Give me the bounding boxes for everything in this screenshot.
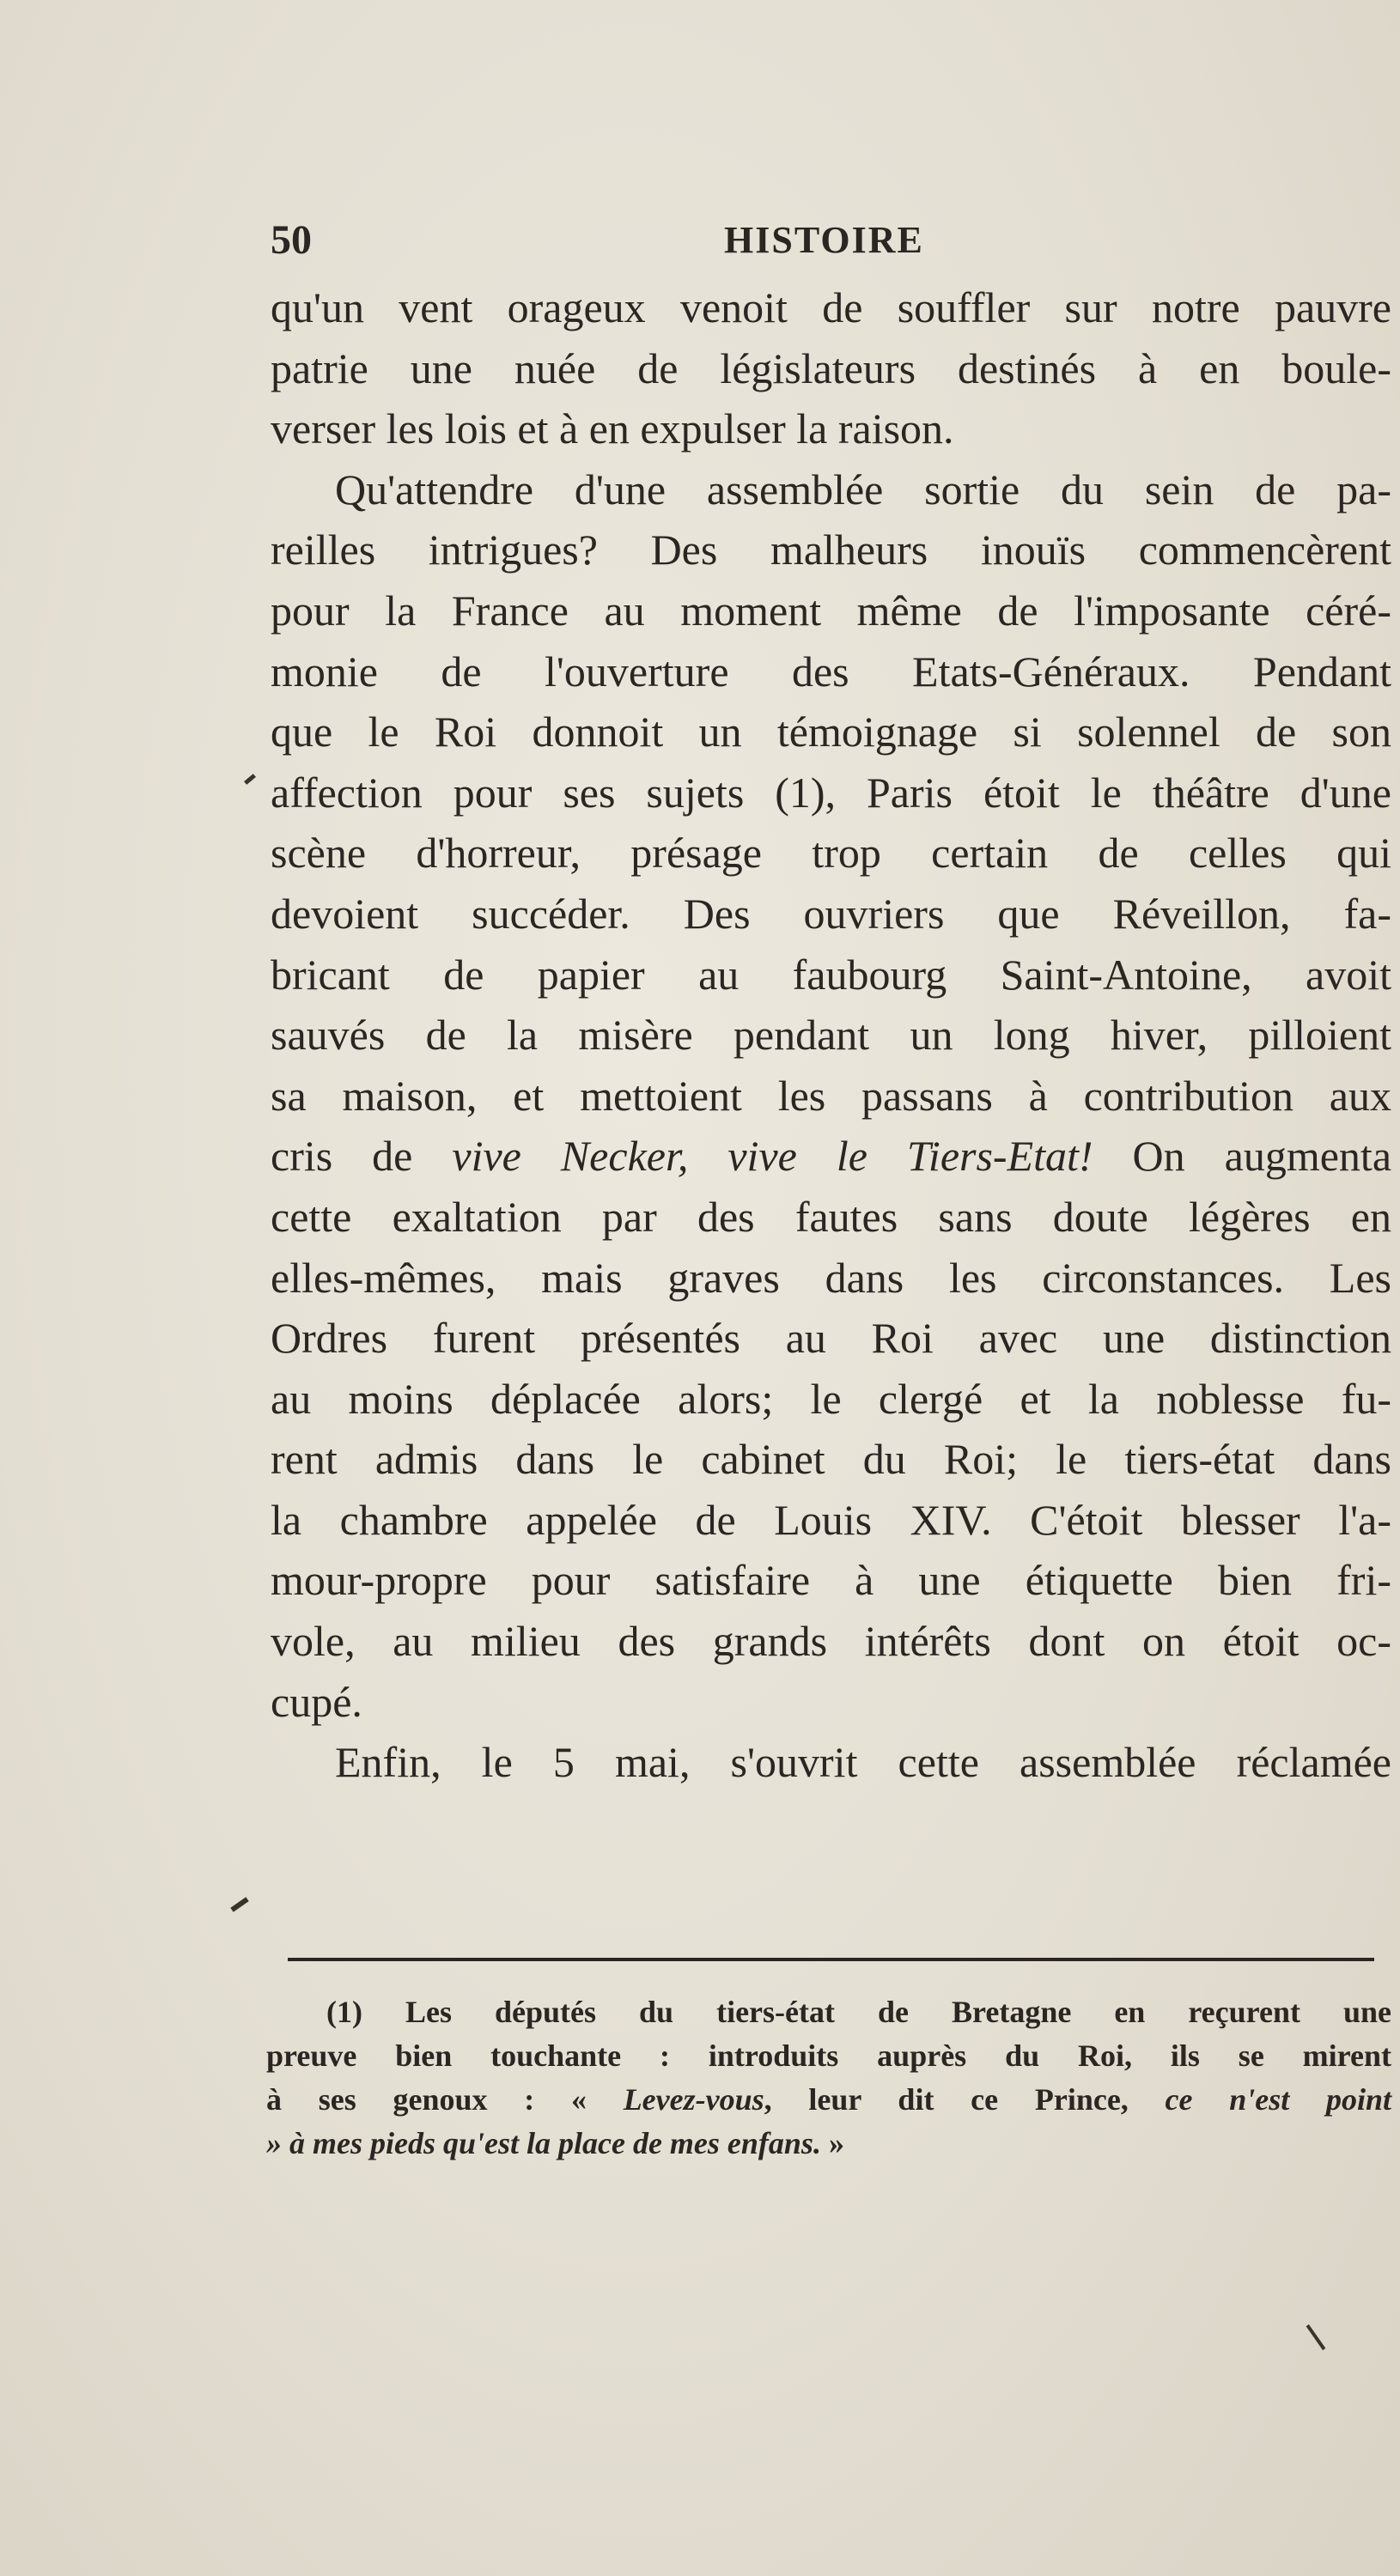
text-line: pour la France au moment même de l'imposante céré-	[271, 586, 1391, 635]
footnote-divider	[288, 1958, 1374, 1961]
text-span: cris de	[271, 1132, 453, 1181]
text-line: mour-propre pour satisfaire à une étiquette bien fri-	[271, 1556, 1391, 1605]
text-line: vole, au milieu des grands intérêts dont on étoit oc-	[271, 1617, 1391, 1666]
main-text	[271, 277, 1391, 1793]
text-line: cette exaltation par des fautes sans doute légères en	[271, 1192, 1391, 1241]
italic-text: Levez-vous	[623, 2082, 764, 2117]
text-line: elles-mêmes, mais graves dans les circonstances. Les	[271, 1253, 1391, 1302]
italic-text: ce n'est point	[1165, 2082, 1392, 2117]
footnote-line: (1) Les députés du tiers-état de Bretagne en reçurent une	[326, 1995, 1391, 2029]
text-line: Enfin, le 5 mai, s'ouvrit cette assemblée réclamée	[335, 1738, 1391, 1787]
text-line: scène d'horreur, présage trop certain de celles qui	[271, 829, 1391, 878]
text-line: rent admis dans le cabinet du Roi; le tiers-état dans	[271, 1435, 1391, 1484]
text-line: bricant de papier au faubourg Saint-Antoine, avoit	[271, 950, 1391, 999]
text-line: affection pour ses sujets (1), Paris étoit le théâtre d'une	[271, 768, 1391, 817]
running-title: HISTOIRE	[724, 219, 924, 261]
text-line: sauvés de la misère pendant un long hiver, pilloient	[271, 1011, 1391, 1060]
footnote-line	[266, 2078, 1391, 2122]
text-line: devoient succéder. Des ouvriers que Réveillon, fa-	[271, 889, 1391, 938]
text-line: cupé.	[271, 1677, 362, 1726]
text-line: patrie une nuée de législateurs destinés à en boule-	[271, 343, 1391, 392]
ink-mark	[230, 1897, 248, 1912]
text-line: au moins déplacée alors; le clergé et la noblesse fu-	[271, 1374, 1391, 1423]
text-span: On augmenta	[1093, 1132, 1392, 1181]
footnote	[266, 1990, 1391, 2166]
page-header	[271, 215, 1387, 266]
italic-text: vive Necker, vive le Tiers-Etat!	[452, 1132, 1093, 1181]
page-number: 50	[271, 217, 312, 263]
text-line: qu'un vent orageux venoit de souffler sur notre pauvre	[271, 283, 1391, 331]
footnote-line: preuve bien touchante : introduits auprès du Roi, ils se mirent	[266, 2038, 1391, 2073]
text-span: , leur dit ce Prince,	[764, 2082, 1166, 2117]
italic-text: » à mes pieds qu'est la place de mes enfans.	[266, 2126, 821, 2160]
ink-mark	[244, 774, 256, 785]
text-line: que le Roi donnoit un témoignage si solennel de son	[271, 708, 1391, 756]
text-line: Qu'attendre d'une assemblée sortie du sein de pa-	[335, 465, 1391, 513]
text-line: Ordres furent présentés au Roi avec une distinction	[271, 1314, 1391, 1363]
text-line: monie de l'ouverture des Etats-Généraux. Pendant	[271, 647, 1391, 696]
text-line: reilles intrigues? Des malheurs inouïs commencèrent	[271, 526, 1391, 574]
text-line: la chambre appelée de Louis XIV. C'étoit blesser l'a-	[271, 1495, 1391, 1544]
ink-mark	[1306, 2324, 1326, 2350]
footnote-line	[266, 2122, 1391, 2166]
text-span: à ses genoux : «	[266, 2082, 624, 2117]
text-span: »	[820, 2126, 844, 2160]
text-line: verser les lois et à en expulser la raison.	[271, 404, 954, 453]
text-line	[271, 1126, 1391, 1187]
text-line: sa maison, et mettoient les passans à contribution aux	[271, 1071, 1391, 1120]
